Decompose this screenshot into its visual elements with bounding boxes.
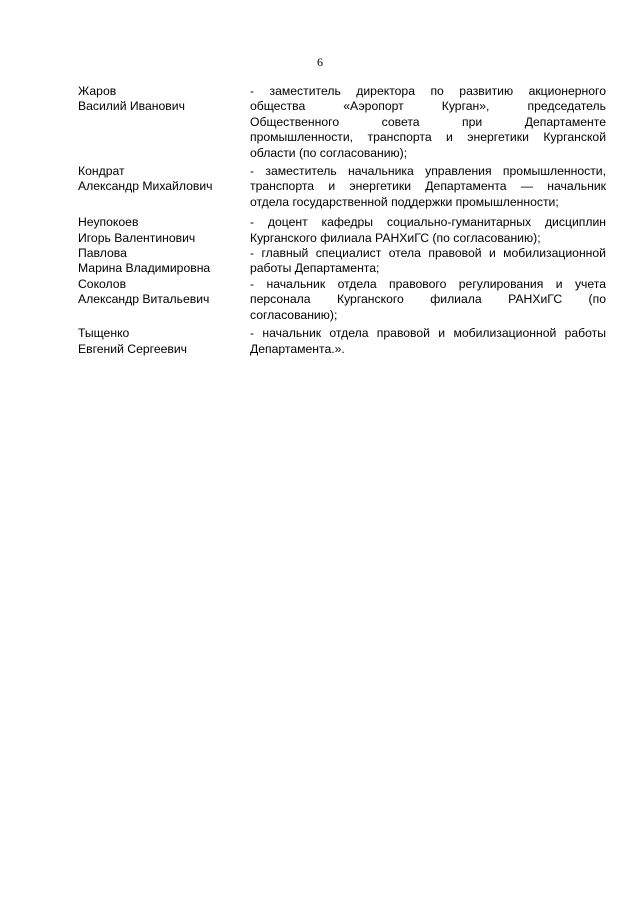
member-role (250, 326, 606, 357)
role-line: Курганского филиала РАНХиГС (по согласованию); (250, 230, 541, 245)
role-line: транспорта и энергетики Департамента — начальник (250, 179, 606, 194)
role-line: - доцент кафедры социально-гуманитарных дисциплин (250, 215, 606, 230)
member-entry (78, 277, 606, 323)
member-role (250, 164, 606, 210)
role-line: - начальник отдела правовой и мобилизационной работы (250, 326, 606, 341)
member-surname: Соколов (78, 276, 127, 291)
role-line: общества «Аэропорт Курган», председатель (250, 99, 606, 114)
role-line: - начальник отдела правового регулирования и учета (250, 276, 606, 291)
role-line: Департамента.». (250, 341, 345, 356)
role-line: - главный специалист отела правовой и мобилизационной (250, 246, 606, 261)
member-name (78, 277, 250, 323)
member-name (78, 164, 250, 210)
page-number: 6 (317, 55, 323, 69)
member-entry (78, 326, 606, 357)
member-role (250, 84, 606, 161)
member-given-names: Игорь Валентинович (78, 230, 196, 245)
member-given-names: Александр Михайлович (78, 179, 213, 194)
role-line: - заместитель начальника управления промышленности, (250, 164, 606, 179)
member-surname: Жаров (78, 84, 117, 98)
member-given-names: Василий Иванович (78, 99, 185, 114)
role-line: Общественного совета при Департаменте (250, 114, 606, 129)
commission-members-list (78, 84, 606, 357)
role-line: - заместитель директора по развитию акционерного (250, 84, 606, 98)
member-surname: Неупокоев (78, 215, 139, 230)
member-name (78, 84, 250, 161)
member-entry (78, 246, 606, 277)
role-line: области (по согласованию); (250, 145, 408, 160)
role-line: работы Департамента; (250, 261, 380, 276)
member-name (78, 246, 250, 277)
member-entry (78, 215, 606, 246)
member-given-names: Евгений Сергеевич (78, 341, 188, 356)
member-given-names: Александр Витальевич (78, 292, 210, 307)
member-name (78, 326, 250, 357)
role-line: согласованию); (250, 307, 338, 322)
member-role (250, 246, 606, 277)
role-line: персонала Курганского филиала РАНХиГС (по (250, 292, 606, 307)
member-role (250, 215, 606, 246)
member-role (250, 277, 606, 323)
member-surname: Кондрат (78, 164, 125, 179)
role-line: промышленности, транспорта и энергетики Курганской (250, 130, 606, 145)
member-name (78, 215, 250, 246)
member-entry (78, 84, 606, 161)
role-line: отдела государственной поддержки промышленности; (250, 194, 559, 209)
member-given-names: Марина Владимировна (78, 261, 211, 276)
member-surname: Тыщенко (78, 326, 130, 341)
member-entry (78, 164, 606, 210)
member-surname: Павлова (78, 246, 127, 261)
